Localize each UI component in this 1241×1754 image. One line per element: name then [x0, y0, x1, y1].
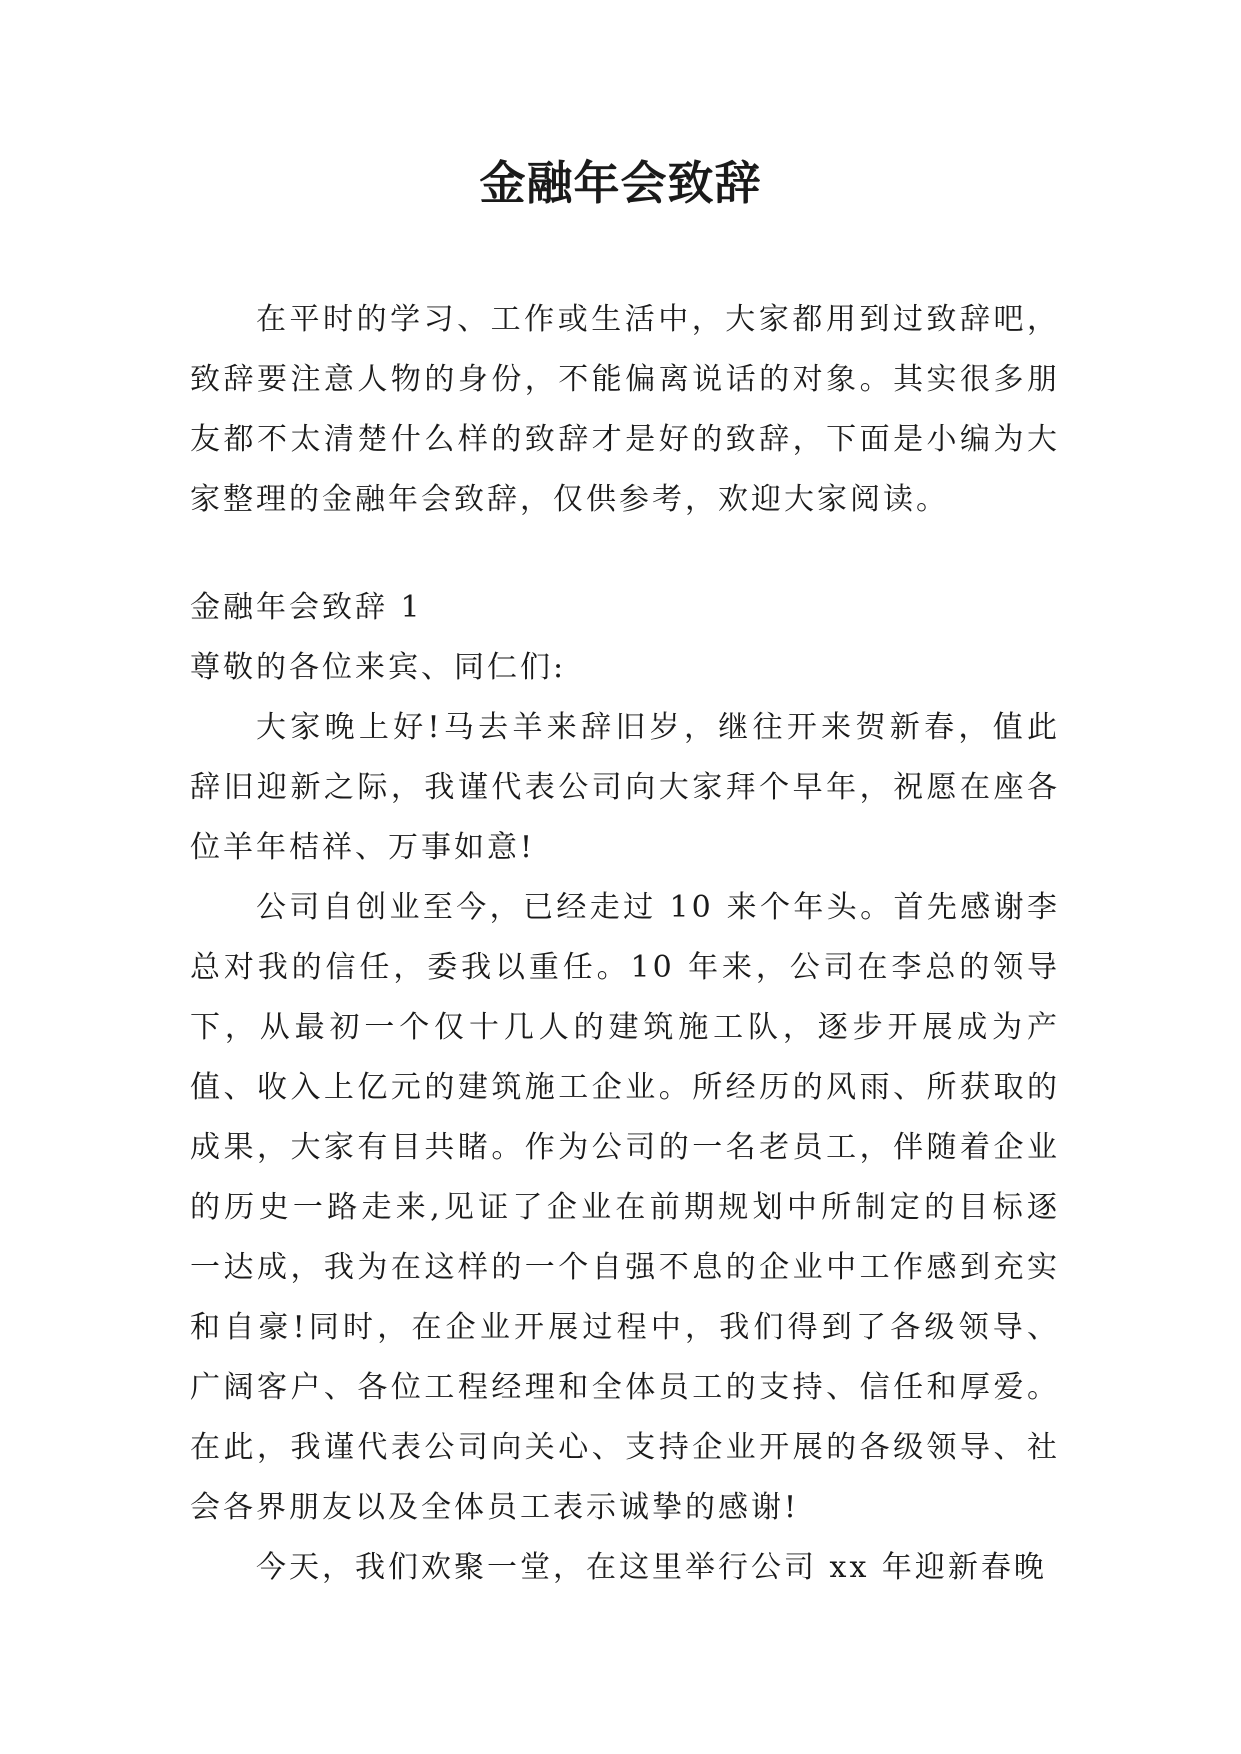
body-paragraph-3: 今天，我们欢聚一堂，在这里举行公司 xx 年迎新春晚: [256, 1550, 1047, 1585]
speech-section: [190, 578, 1060, 1598]
document-title: 金融年会致辞: [479, 156, 762, 210]
body-paragraph-2: 公司自创业至今，已经走过 10 来个年头。首先感谢李总对我的信任，委我以重任。10 年来，公司在李总的领导下，从最初一个仅十几人的建筑施工队，逐步开展成为产值、收入上亿元的建筑施工企业。所经历的风雨、所获取的成果，大家有目共睹。作为公司的一名老员工，伴随着企业的历史一路走来,见证了企业在前期规划中所制定的目标逐一达成，我为在这样的一个自强不息的企业中工作感到充实和自豪!同时，在企业开展过程中，我们得到了各级领导、广阔客户、各位工程经理和全体员工的支持、信任和厚爱。在此，我谨代表公司向关心、支持企业开展的各级领导、社会各界朋友以及全体员工表示诚挚的感谢!: [190, 890, 1060, 1525]
intro-paragraph: 在平时的学习、工作或生活中，大家都用到过致辞吧，致辞要注意人物的身份，不能偏离说话的对象。其实很多朋友都不太清楚什么样的致辞才是好的致辞，下面是小编为大家整理的金融年会致辞，仅供参考，欢迎大家阅读。: [190, 302, 1060, 517]
section-heading: 金融年会致辞 1: [190, 590, 423, 625]
salutation: 尊敬的各位来宾、同仁们:: [190, 650, 567, 685]
body-paragraph-1: 大家晚上好!马去羊来辞旧岁，继往开来贺新春，值此辞旧迎新之际，我谨代表公司向大家拜个早年，祝愿在座各位羊年桔祥、万事如意!: [190, 710, 1060, 865]
